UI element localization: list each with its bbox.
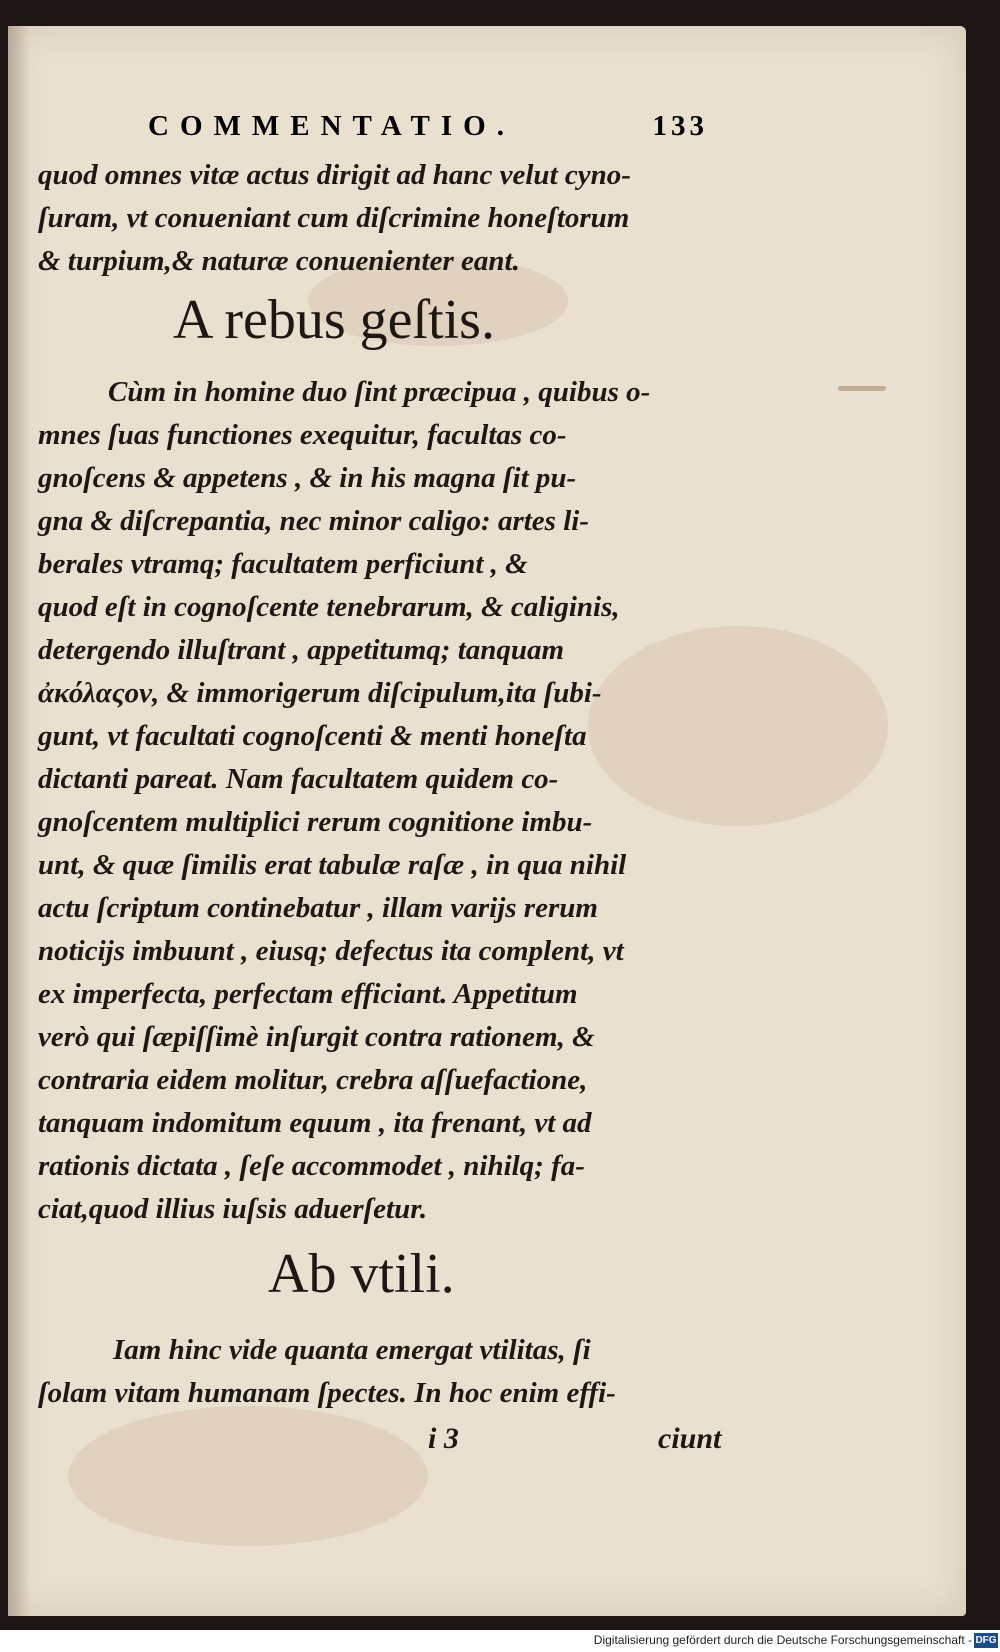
text-line: actu ſcriptum continebatur , illam varijs rerum [38, 892, 598, 924]
text-line: gnoſcentem multiplici rerum cognitione imbu- [38, 806, 593, 838]
running-head-title: COMMENTATIO. [148, 110, 515, 142]
text-line: ciat,quod illius iuſsis aduerſetur. [38, 1193, 428, 1225]
text-line: berales vtramq; facultatem perficiunt , & [38, 548, 528, 580]
text-line: dictanti pareat. Nam facultatem quidem co- [38, 763, 559, 795]
paper-stain [68, 1406, 428, 1546]
text-line: contraria eidem molitur, crebra aſſuefactione, [38, 1064, 588, 1096]
text-line: noticijs imbuunt , eiusq; defectus ita complent, vt [38, 935, 624, 967]
text-line: ἀκόλαςον, & immorigerum diſcipulum,ita ſubi- [38, 677, 602, 709]
book-page [8, 26, 966, 1616]
text-line: gunt, vt facultati cognoſcenti & menti honeſta [38, 720, 587, 752]
text-line: quod eſt in cognoſcente tenebrarum, & caliginis, [38, 591, 620, 623]
signature-mark: i 3 [428, 1422, 459, 1455]
text-line: mnes ſuas functiones exequitur, facultas co- [38, 419, 567, 451]
text-line: Iam hinc vide quanta emergat vtilitas, ſi [113, 1334, 591, 1366]
digitization-credit: Digitalisierung gefördert durch die Deutsche Forschungsgemeinschaft - [593, 1633, 972, 1647]
text-line: detergendo illuſtrant , appetitumq; tanquam [38, 634, 565, 666]
text-line: tanquam indomitum equum , ita frenant, vt ad [38, 1107, 592, 1139]
catchword: ciunt [658, 1422, 722, 1455]
margin-mark [838, 386, 886, 391]
page-number: 133 [652, 110, 708, 142]
text-line: Cùm in homine duo ſint præcipua , quibus o- [108, 376, 651, 408]
text-line: quod omnes vitæ actus dirigit ad hanc velut cyno- [38, 159, 631, 191]
dfg-logo: DFG [975, 1635, 997, 1646]
section-heading: Ab vtili. [268, 1243, 455, 1305]
text-line: ſuram, vt conueniant cum diſcrimine honeſtorum [38, 202, 630, 234]
text-line: ſolam vitam humanam ſpectes. In hoc enim effi- [38, 1377, 616, 1409]
section-heading: A rebus geſtis. [173, 289, 495, 351]
text-line: rationis dictata , ſeſe accommodet , nihilq; fa- [38, 1150, 585, 1182]
text-line: & turpium,& naturæ conuenienter eant. [38, 245, 520, 277]
page-gutter-shadow [8, 26, 30, 1616]
text-line: verò qui ſæpiſſimè inſurgit contra rationem, & [38, 1021, 595, 1053]
text-line: gna & diſcrepantia, nec minor caligo: artes li- [38, 505, 589, 537]
text-line: gnoſcens & appetens , & in his magna ſit pu- [38, 462, 577, 494]
paper-stain [588, 626, 888, 826]
running-head [148, 110, 708, 143]
text-line: unt, & quæ ſimilis erat tabulæ raſæ , in qua nihil [38, 849, 627, 881]
text-line: ex imperfecta, perfectam efficiant. Appetitum [38, 978, 578, 1010]
